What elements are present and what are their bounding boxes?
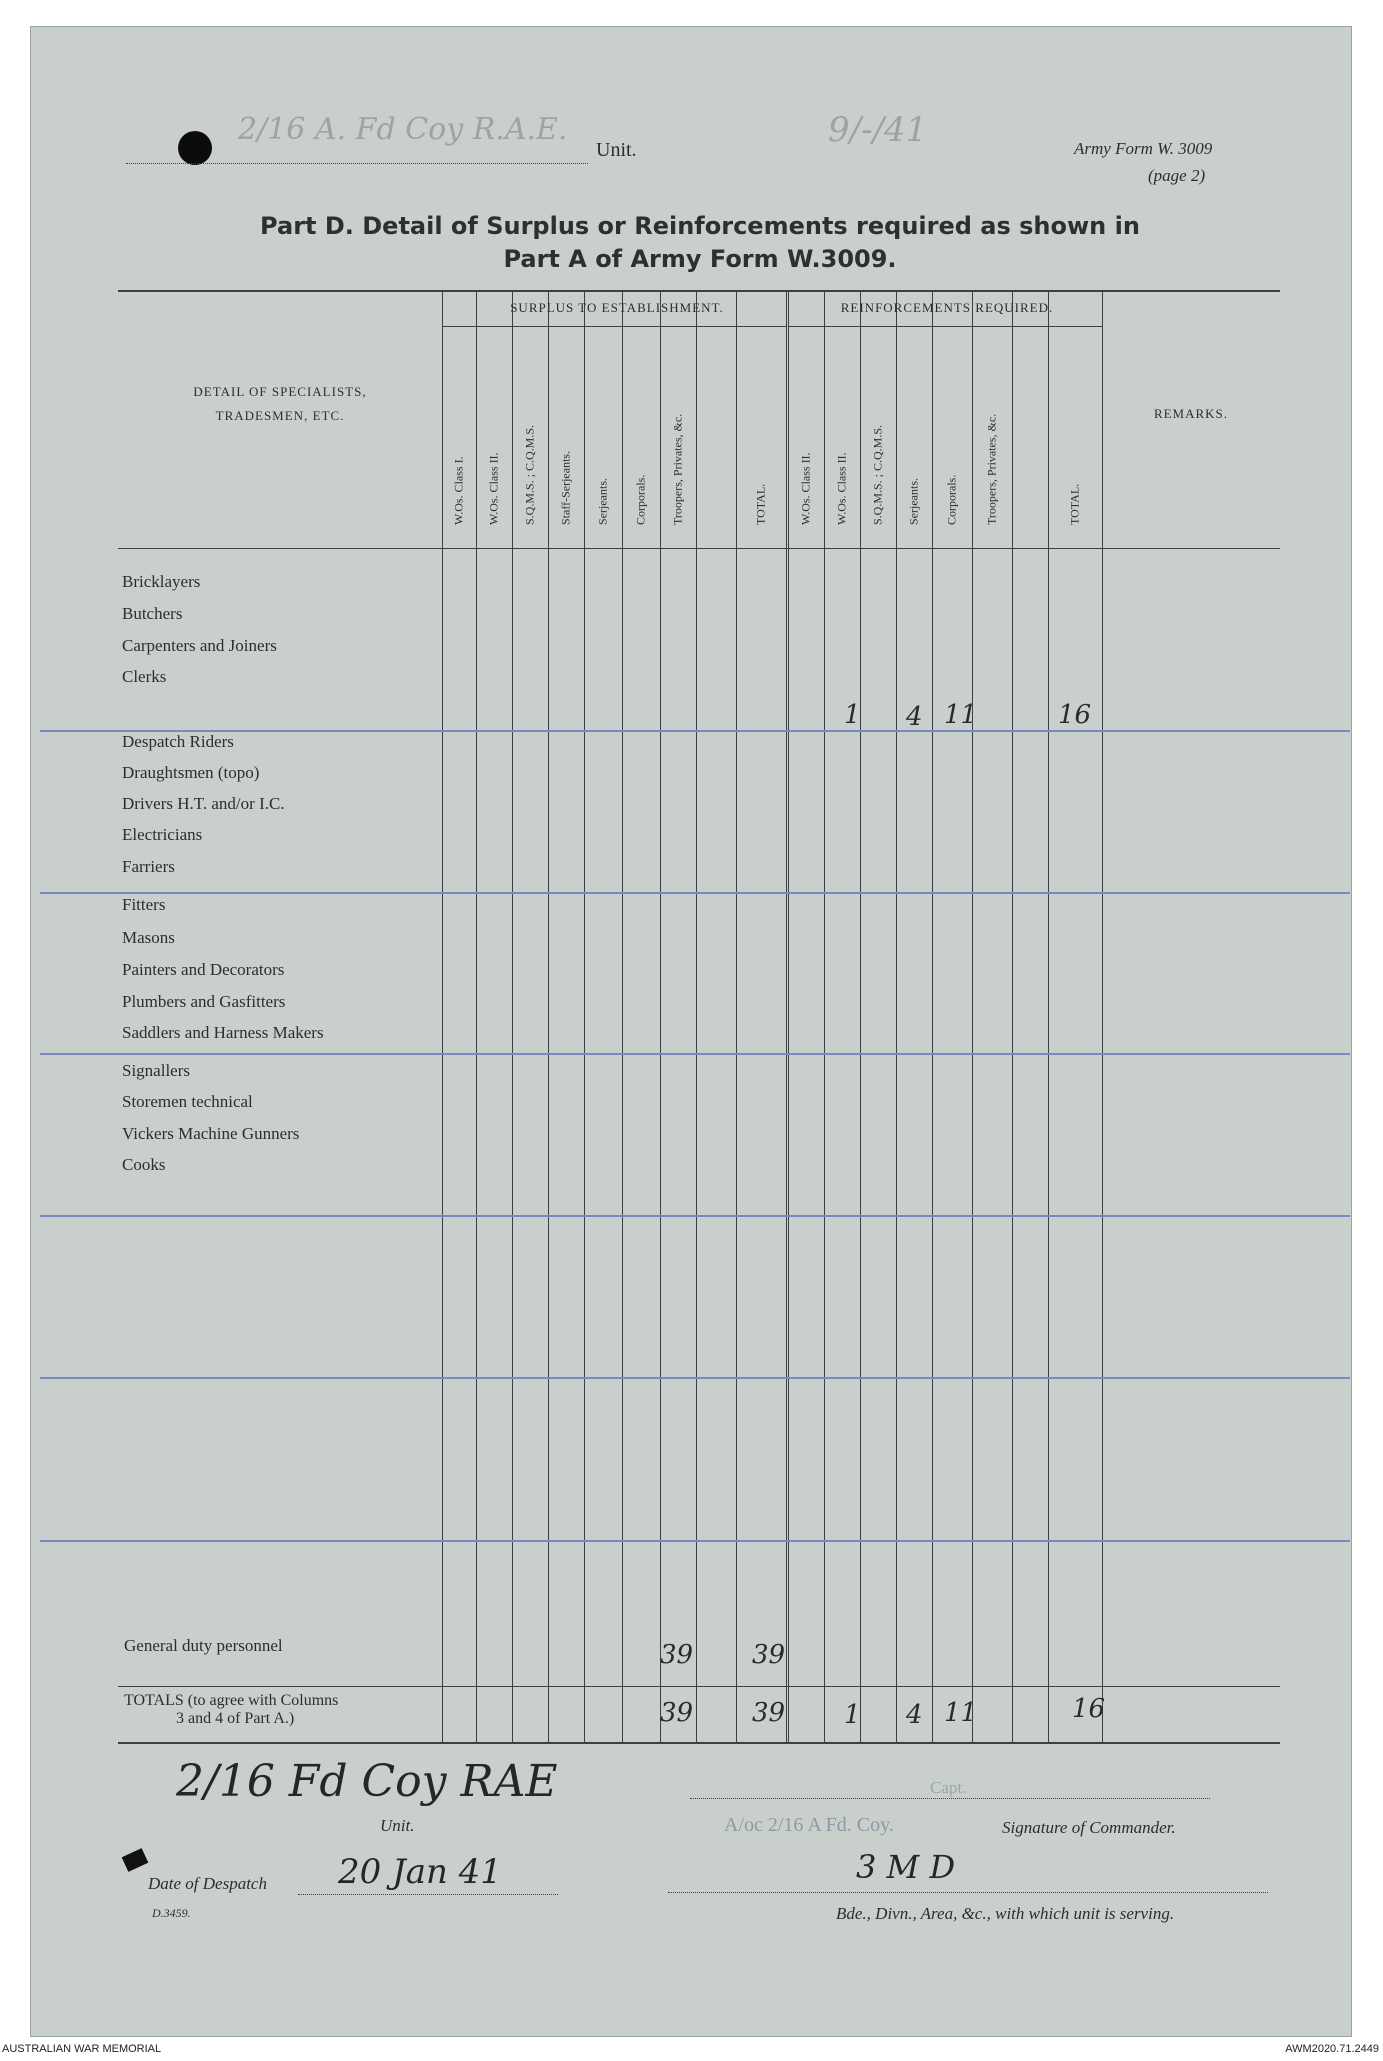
unit-faint-handwriting: 2/16 A. Fd Coy R.A.E.: [238, 112, 568, 147]
column-label: [932, 340, 972, 540]
totals-reinf-serjeants: 4: [906, 1700, 923, 1730]
formation-label: Bde., Divn., Area, &c., with which unit is serving.: [836, 1904, 1175, 1923]
ruled-line: [40, 1215, 1350, 1217]
table-top-rule: [118, 290, 1280, 292]
column-label: [1012, 340, 1048, 540]
row-label: Vickers Machine Gunners: [122, 1124, 300, 1143]
totals-reinf-total: 16: [1072, 1694, 1106, 1724]
column-label: [548, 340, 584, 540]
row-label: Clerks: [122, 667, 167, 686]
capt-stamp: Capt.: [930, 1778, 967, 1797]
column-label-text: Serjeants.: [595, 478, 610, 525]
column-label: [476, 340, 512, 540]
detail-header-1: DETAIL OF SPECIALISTS,: [193, 384, 367, 399]
row-label: Draughtsmen (topo): [122, 763, 260, 782]
column-label: [788, 340, 824, 540]
page-title-line-1: Part D. Detail of Surplus or Reinforcements required as shown in: [260, 212, 1140, 240]
commander-stamp: A/oc 2/16 A Fd. Coy.: [724, 1814, 894, 1836]
column-label: [660, 340, 696, 540]
ruled-line: [40, 1540, 1350, 1542]
column-label: [442, 340, 476, 540]
row-label: Painters and Decorators: [122, 960, 285, 979]
column-label-text: TOTAL.: [753, 483, 768, 525]
punch-hole: [178, 131, 212, 165]
column-label: [622, 340, 660, 540]
totals-reinf-wo2: 1: [844, 1700, 861, 1730]
row-label: Signallers: [122, 1061, 190, 1080]
totals-surplus-troopers: 39: [660, 1698, 694, 1728]
page-title-line-2: Part A of Army Form W.3009.: [503, 245, 897, 273]
row-label: Carpenters and Joiners: [122, 636, 277, 655]
ruled-line: [40, 1377, 1350, 1379]
date-of-despatch-label: Date of Despatch: [148, 1874, 267, 1893]
reinforcements-header: REINFORCEMENTS REQUIRED.: [840, 300, 1054, 315]
row-label: Masons: [122, 928, 175, 947]
column-line: [1102, 290, 1103, 1742]
column-label: [736, 340, 786, 540]
formation-dotted-line: [668, 1892, 1268, 1893]
unit-label: Unit.: [596, 139, 637, 161]
row-label: Plumbers and Gasfitters: [122, 992, 286, 1011]
column-label-text: S.Q.M.S. ; C.Q.M.S.: [522, 424, 537, 525]
general-duty-troopers: 39: [660, 1640, 694, 1670]
totals-reinf-corporals: 11: [944, 1698, 978, 1728]
column-label: [860, 340, 896, 540]
column-label: [896, 340, 932, 540]
clerks-corporals-entry: 11: [944, 700, 978, 730]
clerks-serjeants-entry: 4: [906, 702, 923, 732]
surplus-header-rule: [442, 326, 786, 327]
column-label-text: Troopers, Privates, &c.: [984, 413, 999, 525]
row-label: Electricians: [122, 825, 203, 844]
column-label-text: W.Os. Class II.: [798, 452, 813, 525]
column-label-text: Serjeants.: [906, 478, 921, 525]
column-label: [972, 340, 1012, 540]
column-label: [584, 340, 622, 540]
totals-surplus-total: 39: [752, 1698, 786, 1728]
footer-left: AUSTRALIAN WAR MEMORIAL: [2, 2043, 162, 2055]
row-label: Despatch Riders: [122, 732, 234, 751]
column-label-text: W.Os. Class II.: [834, 452, 849, 525]
column-label-text: W.Os. Class I.: [451, 456, 466, 525]
header-bottom-rule: [118, 548, 1280, 549]
unit-signature-label: Unit.: [380, 1816, 415, 1835]
page-number: (page 2): [1148, 166, 1206, 185]
column-label-text: Troopers, Privates, &c.: [670, 413, 685, 525]
row-label: Drivers H.T. and/or I.C.: [122, 794, 285, 813]
footer-right: AWM2020.71.2449: [1285, 2043, 1379, 2055]
clerks-total-entry: 16: [1058, 700, 1092, 730]
date-dotted-line: [298, 1894, 558, 1895]
detail-header-2: TRADESMEN, ETC.: [215, 408, 345, 423]
table-bottom-rule: [118, 1742, 1280, 1744]
column-label-text: Staff-Serjeants.: [558, 450, 573, 525]
column-label-text: W.Os. Class II.: [486, 452, 501, 525]
form-number: Army Form W. 3009: [1074, 139, 1213, 158]
column-label: [824, 340, 860, 540]
date-faint-handwriting: 9/-/41: [828, 110, 928, 150]
column-label: [696, 340, 736, 540]
commander-dotted-line: [690, 1798, 1210, 1799]
unit-handwritten: 2/16 Fd Coy RAE: [176, 1756, 558, 1807]
ruled-line: [40, 1053, 1350, 1055]
row-label: Storemen technical: [122, 1092, 253, 1111]
unit-dotted-line: [126, 163, 588, 164]
row-label: Bricklayers: [122, 572, 201, 591]
column-label-text: TOTAL.: [1067, 483, 1082, 525]
ruled-line: [40, 730, 1350, 732]
row-label: Saddlers and Harness Makers: [122, 1023, 324, 1042]
reinf-header-rule: [788, 326, 1102, 327]
row-label: Butchers: [122, 604, 183, 623]
remarks-header: REMARKS.: [1153, 406, 1229, 421]
clerks-wo2-entry: 1: [844, 700, 861, 730]
column-line: [786, 292, 787, 1742]
commander-label: Signature of Commander.: [1002, 1818, 1176, 1837]
formation-handwritten: 3 M D: [856, 1848, 956, 1886]
surplus-header: SURPLUS TO ESTABLISHMENT.: [510, 300, 724, 315]
column-label-text: Corporals.: [944, 474, 959, 525]
totals-label-1: TOTALS (to agree with Columns: [124, 1692, 339, 1709]
row-label: Fitters: [122, 895, 166, 914]
column-label-text: Corporals.: [633, 474, 648, 525]
column-label-text: S.Q.M.S. ; C.Q.M.S.: [870, 424, 885, 525]
row-label: Cooks: [122, 1155, 166, 1174]
totals-top-rule: [118, 1686, 1280, 1687]
form-code: D.3459.: [152, 1906, 191, 1920]
row-label: Farriers: [122, 857, 175, 876]
date-handwritten: 20 Jan 41: [338, 1852, 502, 1892]
ruled-line: [40, 892, 1350, 894]
general-duty-total: 39: [752, 1640, 786, 1670]
totals-label-2: 3 and 4 of Part A.): [176, 1710, 295, 1727]
general-duty-label: General duty personnel: [124, 1636, 283, 1655]
column-label: [512, 340, 548, 540]
column-label: [1048, 340, 1102, 540]
